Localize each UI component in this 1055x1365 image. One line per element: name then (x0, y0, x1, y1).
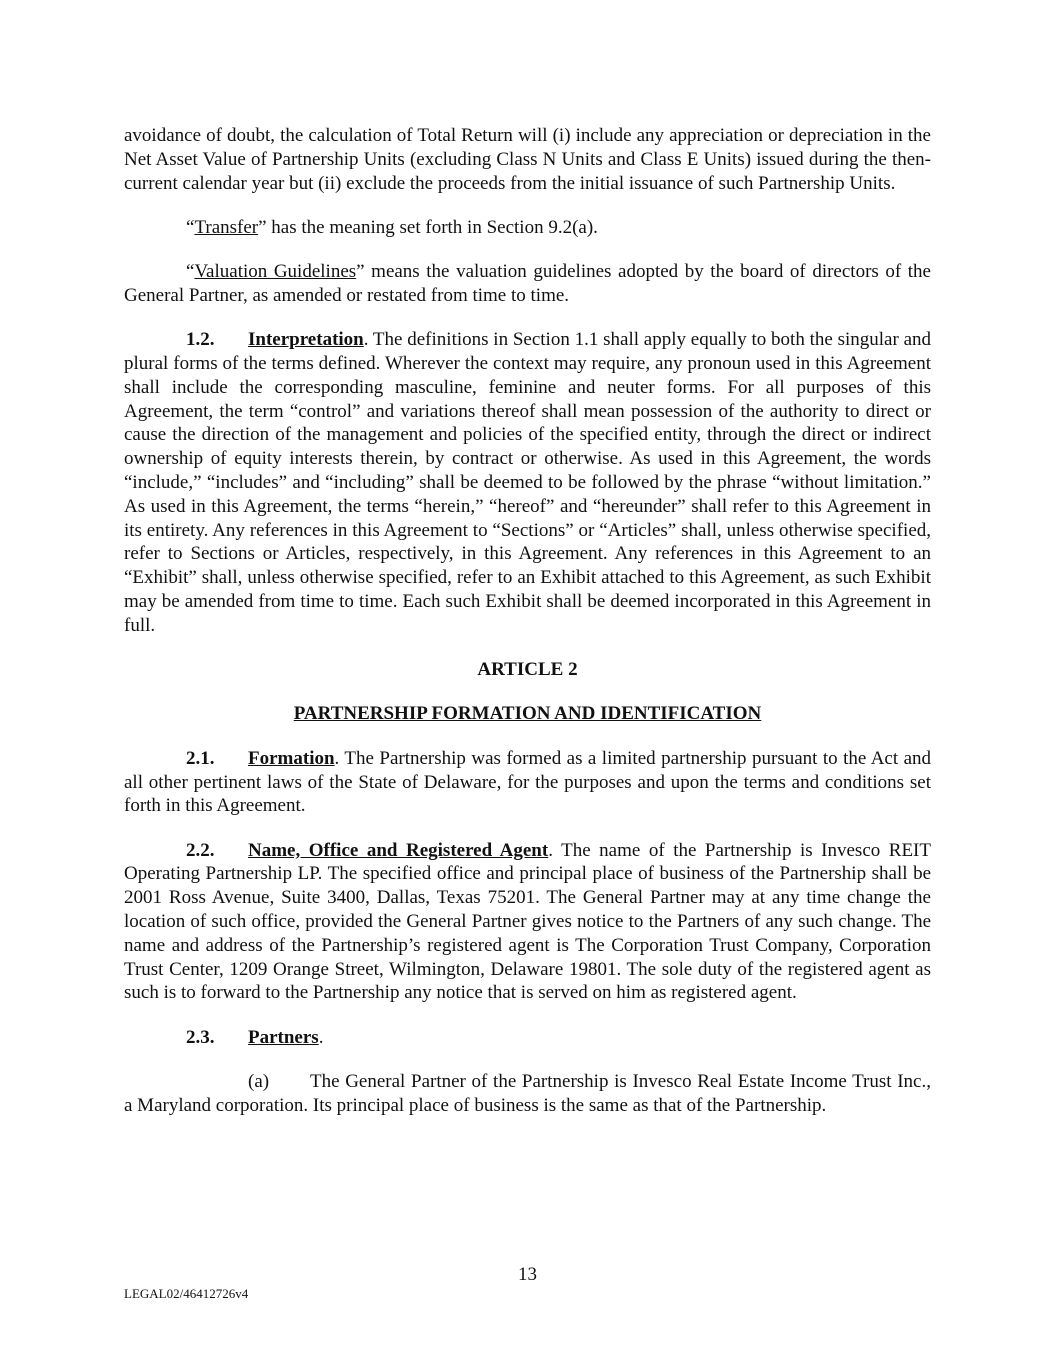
subsection-label: (a) (248, 1071, 270, 1092)
section-number: 2.1. (186, 747, 215, 769)
section-body: . The Partnership was formed as a limited partnership pursuant to the Act and all other pertinent laws of the State of Delaware, for the purposes and upon the terms and conditions set forth in this Agreement. (124, 747, 931, 817)
definition-text: ” means the valuation guidelines adopted by the board of directors of the General Partner, as amended or restated from time to time. (124, 261, 931, 306)
section-2-3 (124, 1026, 931, 1050)
section-number: 1.2. (186, 329, 215, 351)
section-body: . The name of the Partnership is Invesco REIT Operating Partnership LP. The specified office and principal place of business of the Partnership shall be 2001 Ross Avenue, Suite 3400, Dallas, Texas 75201. The General Partner may at any time change the location of such office, provided the General Partner gives notice to the Partners of any such change. The name and address of the Partnership’s registered agent is The Corporation Trust Company, Corporation Trust Center, 1209 Orange Street, Wilmington, Delaware 19801. The sole duty of the registered agent as such is to forward to the Partnership any notice that is served on him as registered agent. (124, 839, 931, 1004)
section-heading: Formation (248, 747, 335, 769)
page-number: 13 (518, 1264, 537, 1285)
section-2-1 (124, 747, 931, 818)
subsection-body: The General Partner of the Partnership is Invesco Real Estate Income Trust Inc., a Maryland corporation. Its principal place of business is the same as that of the Partnership. (124, 1071, 931, 1116)
section-body: . The definitions in Section 1.1 shall apply equally to both the singular and plural forms of the terms defined. Wherever the context may require, any pronoun used in this Agreement shall include the corresponding masculine, feminine and neuter forms. For all purposes of this Agreement, the term “control” and variations thereof shall mean possession of the authority to direct or cause the direction of the management and policies of the specified entity, through the direct or indirect ownership of equity interests therein, by contract or otherwise. As used in this Agreement, the words “include,” “includes” and “including” shall be deemed to be followed by the phrase “without limitation.” As used in this Agreement, the terms “herein,” “hereof” and “hereunder” shall refer to this Agreement in its entirety. Any references in this Agreement to “Sections” or “Articles” shall, unless otherwise specified, refer to Sections or Articles, respectively, in this Agreement. Any references in this Agreement to an “Exhibit” shall, unless otherwise specified, refer to an Exhibit attached to this Agreement, as such Exhibit may be amended from time to time. Each such Exhibit shall be deemed incorporated in this Agreement in full. (124, 329, 931, 636)
section-number: 2.3. (186, 1026, 215, 1048)
open-quote: “ (186, 216, 195, 238)
section-heading: Partners (248, 1026, 319, 1048)
section-2-2 (124, 839, 931, 1006)
section-heading: Name, Office and Registered Agent (248, 839, 549, 861)
open-quote: “ (186, 261, 195, 283)
section-heading: Interpretation (248, 329, 364, 351)
section-number: 2.2. (186, 839, 215, 861)
document-id: LEGAL02/46412726v4 (124, 1286, 249, 1301)
document-page (124, 124, 931, 1138)
paragraph-total-return-continuation: avoidance of doubt, the calculation of Total Return will (i) include any appreciation or depreciation in the Net Asset Value of Partnership Units (excluding Class N Units and Class E Units) issued during the then-current calendar year but (ii) exclude the proceeds from the initial issuance of such Partnership Units. (124, 125, 931, 194)
definition-valuation-guidelines (124, 260, 931, 308)
section-2-3-a (124, 1070, 931, 1118)
definition-transfer (124, 216, 931, 240)
section-body: . (318, 1026, 324, 1048)
section-1-2 (124, 328, 931, 637)
definition-text: ” has the meaning set forth in Section 9.2(a). (258, 216, 598, 238)
article-title: ARTICLE 2 (477, 659, 578, 681)
defined-term-valuation-guidelines: Valuation Guidelines (194, 261, 357, 283)
defined-term-transfer: Transfer (194, 216, 259, 238)
article-subtitle: PARTNERSHIP FORMATION AND IDENTIFICATION (293, 703, 762, 725)
